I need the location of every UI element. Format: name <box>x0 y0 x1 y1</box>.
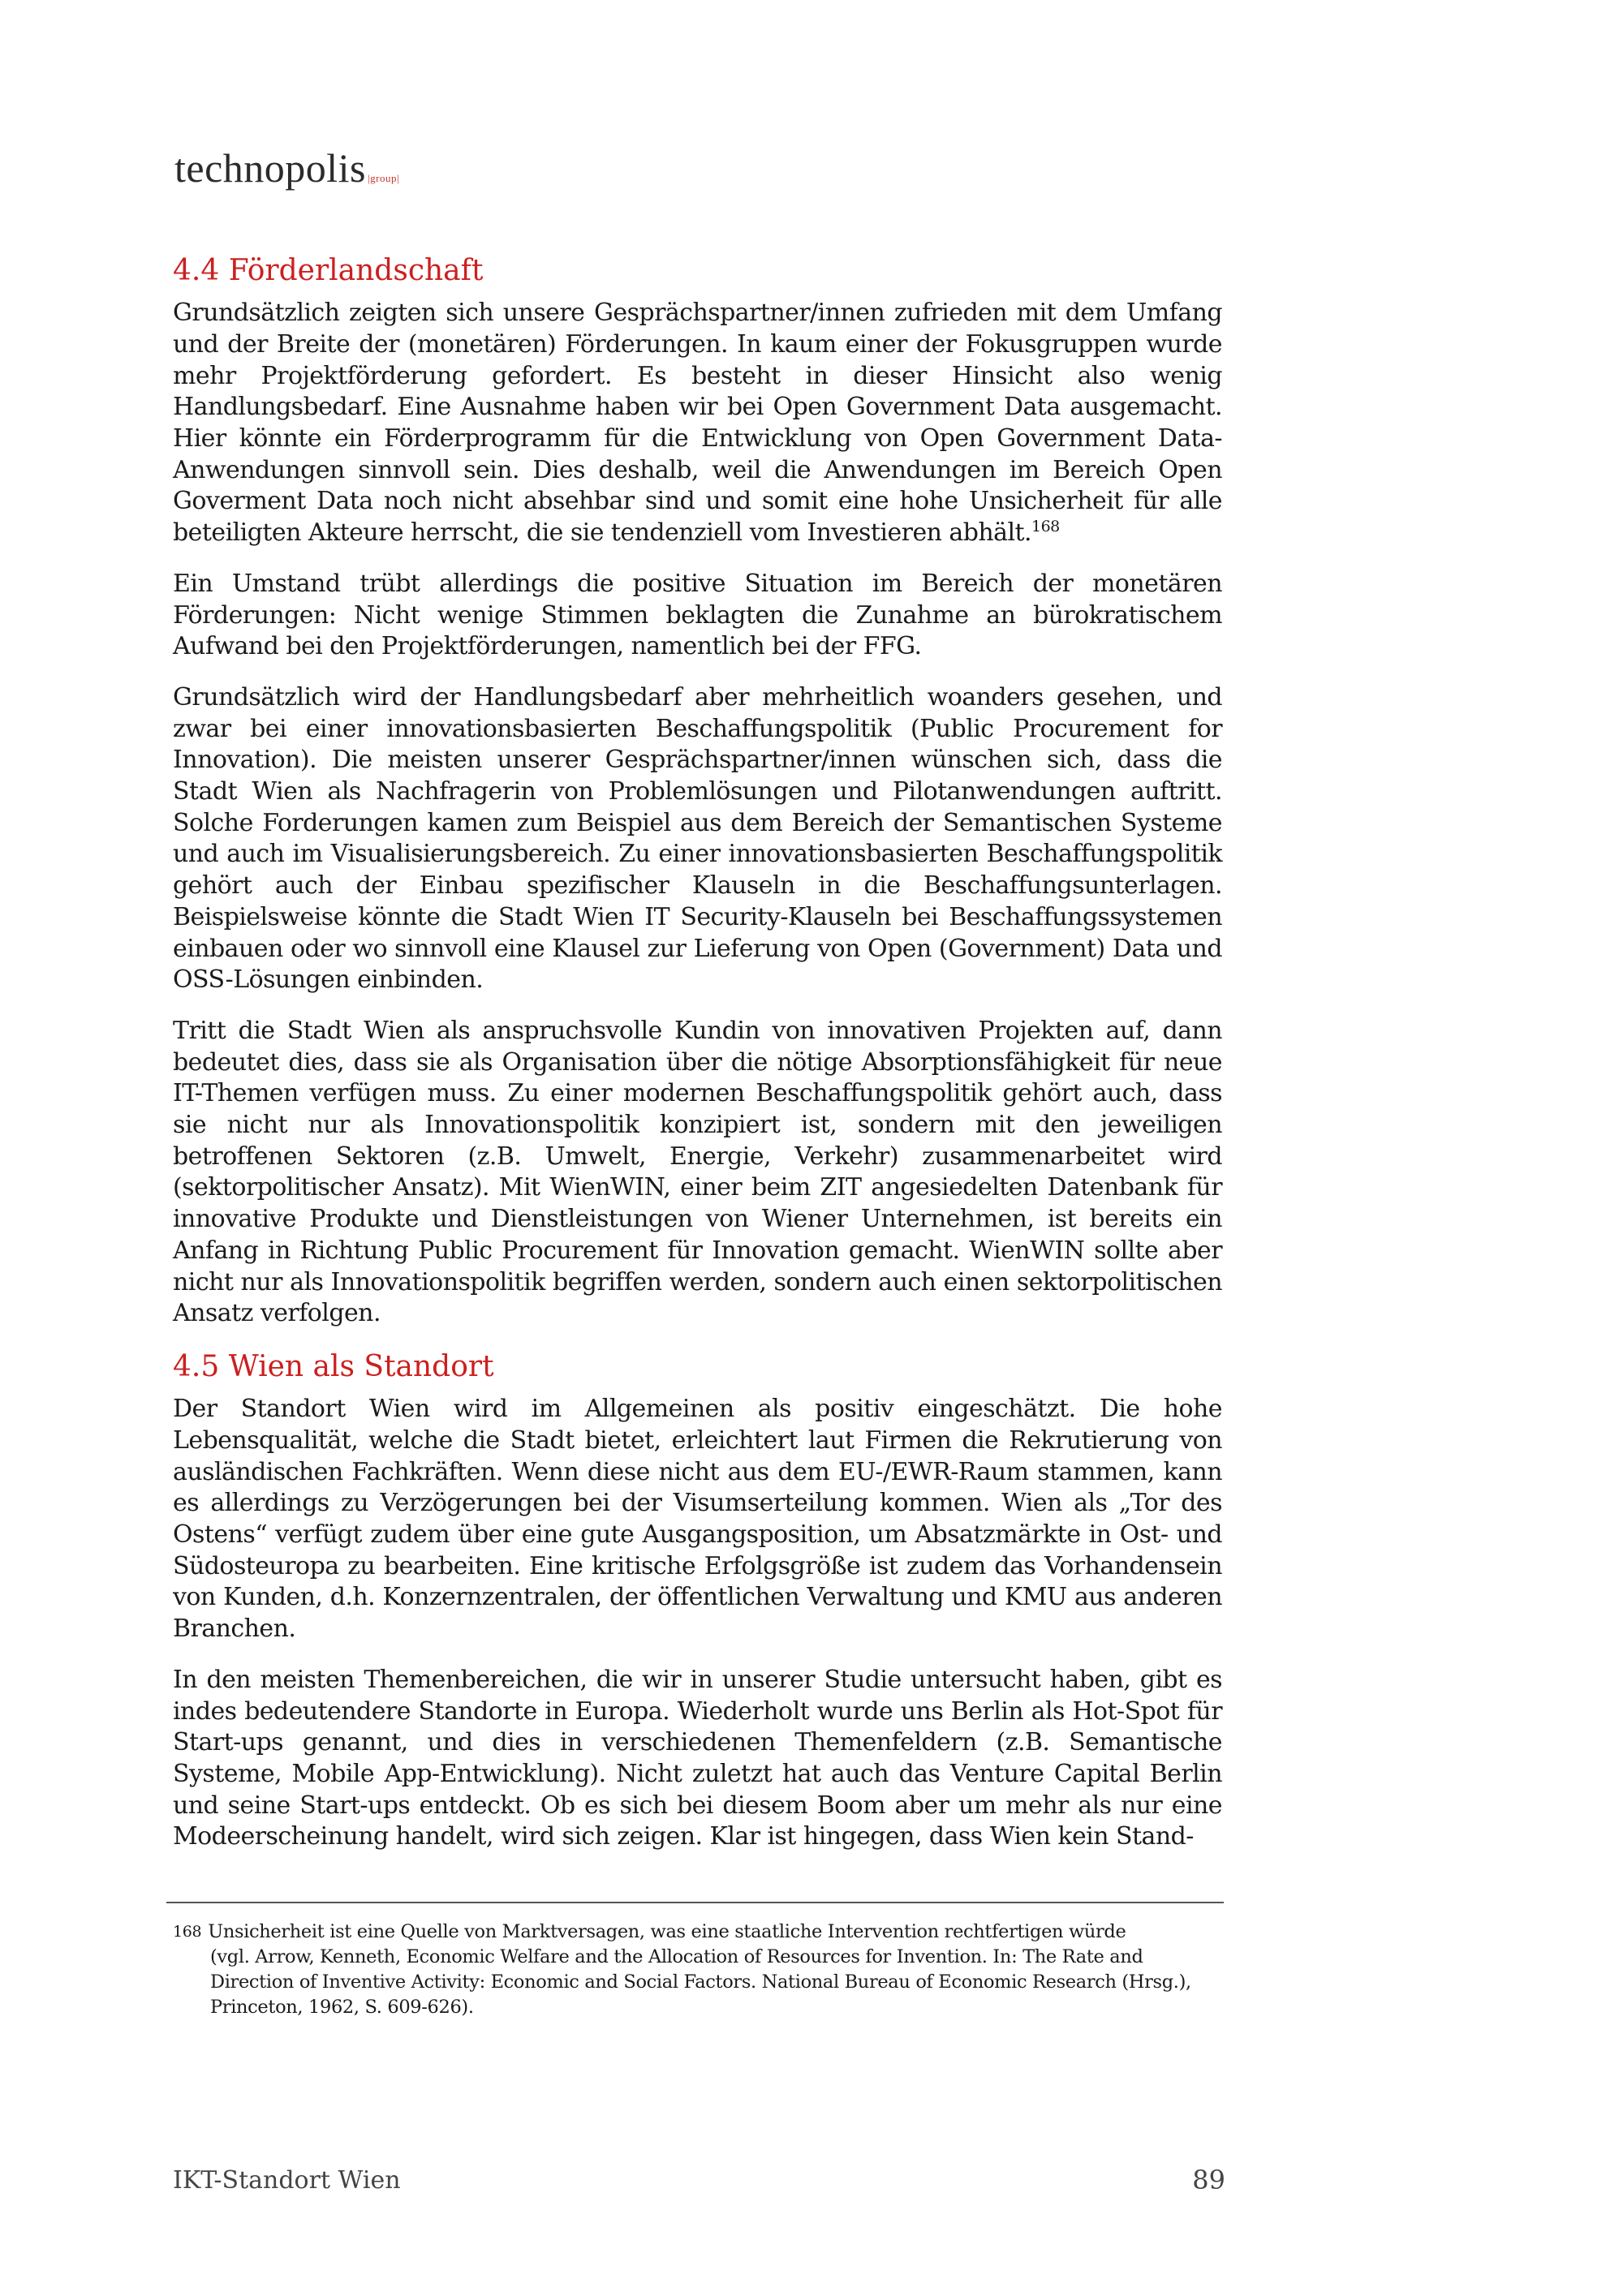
paragraph-text: Grundsätzlich zeigten sich unsere Gesprächspartner/innen zufrieden mit dem Umfang und der Breite der (monetären) Förderungen. In kaum einer der Fokusgruppen wurde mehr Projektförderung gefordert. Es besteht in dieser Hinsicht also wenig Handlungsbedarf. Eine Ausnahme haben wir bei Open Government Data ausgemacht. Hier könnte ein Förderprogramm für die Entwicklung von Open Government Data-Anwendungen sinnvoll sein. Dies deshalb, weil die Anwendungen im Bereich Open Goverment Data noch nicht absehbar sind und somit eine hohe Unsicherheit für alle beteiligten Akteure herrscht, die sie tendenziell vom Investieren abhält. <box>173 299 1222 548</box>
logo-tag: |group| <box>368 172 400 184</box>
paragraph: Grundsätzlich wird der Handlungsbedarf aber mehrheitlich woanders gesehen, und zwar bei einer innovationsbasierten Beschaffungspolitik (Public Procurement for Innovation). Die meisten unserer Gesprächspartner/innen wünschen sich, dass die Stadt Wien als Nachfragerin von Problemlösungen und Pilotanwendungen auftritt. Solche Forderungen kamen zum Beispiel aus dem Bereich der Semantischen Systeme und auch im Visualisierungsbereich. Zu einer innovationsbasierten Beschaffungspolitik gehört auch der Einbau spezifischer Klauseln in die Beschaffungsunterlagen. Beispielsweise könnte die Stadt Wien IT Security-Klauseln bei Beschaffungssystemen einbauen oder wo sinnvoll eine Klausel zur Lieferung von Open (Government) Data und OSS-Lösungen einbinden. <box>173 682 1222 995</box>
section-heading-wien-als-standort: 4.5 Wien als Standort <box>173 1349 494 1383</box>
footnote <box>173 1920 1224 2020</box>
section-heading-foerderlandschaft: 4.4 Förderlandschaft <box>173 254 484 287</box>
paragraph <box>173 298 1222 549</box>
paragraph: In den meisten Themenbereichen, die wir in unserer Studie untersucht haben, gibt es indes bedeutendere Standorte in Europa. Wiederholt wurde uns Berlin als Hot-Spot für Start-ups genannt, und dies in verschiedenen Themenfeldern (z.B. Semantische Systeme, Mobile App-Entwicklung). Nicht zuletzt hat auch das Venture Capital Berlin und seine Start-ups entdeckt. Ob es sich bei diesem Boom aber um mehr als nur eine Modeerscheinung handelt, wird sich zeigen. Klar ist hingegen, dass Wien kein Stand- <box>173 1665 1222 1851</box>
paragraph: Tritt die Stadt Wien als anspruchsvolle Kundin von innovativen Projekten auf, dann bedeutet dies, dass sie als Organisation über die nötige Absorptionsfähigkeit für neue IT-Themen verfügen muss. Zu einer modernen Beschaffungspolitik gehört auch, dass sie nicht nur als Innovationspolitik konzipiert ist, sondern mit den jeweiligen betroffenen Sektoren (z.B. Umwelt, Energie, Verkehr) zusammenarbeitet wird (sektorpolitischer Ansatz). Mit WienWIN, einer beim ZIT angesiedelten Datenbank für innovative Produkte und Dienstleistungen von Wiener Unternehmen, ist bereits ein Anfang in Richtung Public Procurement für Innovation gemacht. WienWIN sollte aber nicht nur als Innovationspolitik begriffen werden, sondern auch einen sektorpolitischen Ansatz verfolgen. <box>173 1016 1222 1328</box>
paragraph: Der Standort Wien wird im Allgemeinen als positiv eingeschätzt. Die hohe Lebensqualität, welche die Stadt bietet, erleichtert laut Firmen die Rekrutierung von ausländischen Fachkräften. Wenn diese nicht aus dem EU-/EWR-Raum stammen, kann es allerdings zu Verzögerungen bei der Visumserteilung kommen. Wien als „Tor des Ostens“ verfügt zudem über eine gute Ausgangsposition, um Absatzmärkte in Ost- und Südosteuropa zu bearbeiten. Eine kritische Erfolgsgröße ist zudem das Vorhandensein von Kunden, d.h. Konzernzentralen, der öffentlichen Verwaltung und KMU aus anderen Branchen. <box>173 1395 1222 1644</box>
paragraph: Ein Umstand trübt allerdings die positive Situation im Bereich der monetären Förderungen: Nicht wenige Stimmen beklagten die Zunahme an bürokratischem Aufwand bei den Projektförderungen, namentlich bei der FFG. <box>173 569 1222 661</box>
page-number: 89 <box>1192 2165 1225 2195</box>
footnote-number: 168 <box>173 1923 202 1941</box>
footnote-text-rest: (vgl. Arrow, Kenneth, Economic Welfare and the Allocation of Resources for Invention. In: The Rate and Direction of Inventive Activity: Economic and Social Factors. National Bureau of Economic Research (Hrsg.), Princeton, 1962, S. 609-626). <box>210 1946 1191 2018</box>
main-content <box>173 253 1222 1872</box>
company-logo <box>174 144 399 191</box>
footnote-divider <box>166 1902 1224 1903</box>
footer-title: IKT-Standort Wien <box>173 2166 401 2195</box>
footnote-text-line1: Unsicherheit ist eine Quelle von Marktversagen, was eine staatliche Intervention rechtfertigen würde <box>208 1921 1126 1942</box>
footnote-reference: 168 <box>1031 518 1060 536</box>
logo-text: technopolis <box>174 145 367 191</box>
